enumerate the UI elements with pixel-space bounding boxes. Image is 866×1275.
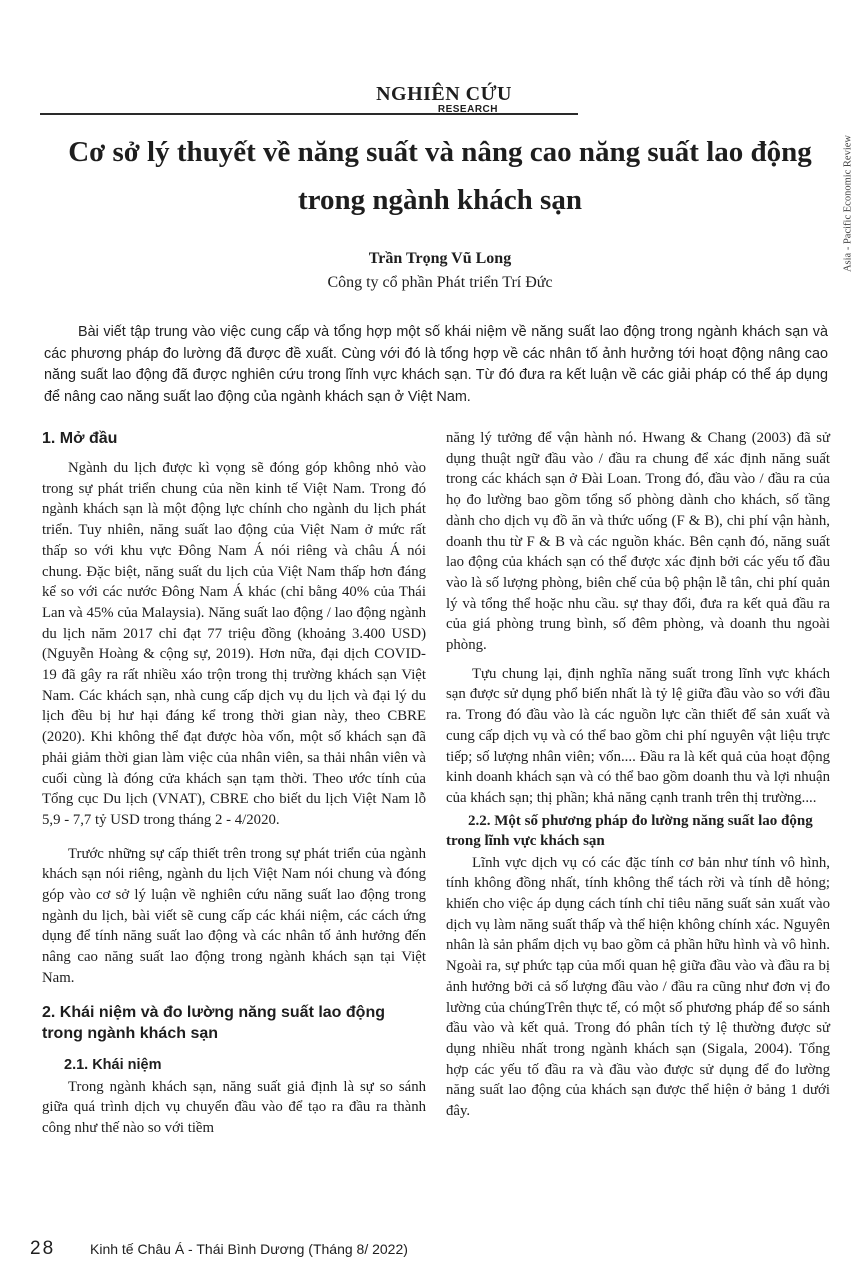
page-footer: [30, 1238, 590, 1262]
side-journal-text: Asia - Pacific Economic Review: [842, 134, 854, 273]
paragraph: năng lý tưởng để vận hành nó. Hwang & Chang (2003) đã sử dụng thuật ngữ đầu vào / đầu ra chung để xác định năng suất trong các khách sạn ở Đài Loan. Trong đó, đầu vào / đầu ra của họ đo lường bao gồm tổng số phòng dành cho khách, số tầng dành cho dịch vụ đồ ăn và thức uống (F & B), chi phí vận hành, doanh thu từ F & B và các nguồn khác. Bên cạnh đó, năng suất lao động của khách sạn có thể được xác định bởi các yếu tố đầu vào là số lượng phòng, biên chế của bộ phận lễ tân, chi phí quản lý và tổng thể hoặc nhu cầu. sự thay đổi, đưa ra kết quả đầu ra của giá phòng trung bình, số đêm phòng, và doanh thu ngoài phòng.: [446, 430, 830, 654]
journal-name: Kinh tế Châu Á - Thái Bình Dương (Tháng 8/ 2022): [90, 1241, 408, 1257]
subsection-heading-2-2: 2.2. Một số phương pháp đo lường năng suất lao động trong lĩnh vực khách sạn: [446, 812, 813, 849]
paragraph: Trong ngành khách sạn, năng suất giả định là sự so sánh giữa quá trình dịch vụ chuyển đầu vào để tạo ra đầu ra thành công như thế nào so với tiềm: [42, 1078, 426, 1136]
left-column: [42, 428, 426, 1139]
right-column: [446, 428, 830, 1122]
paragraph: Ngành du lịch được kì vọng sẽ đóng góp không nhỏ vào trong sự phát triển chung của nền kinh tế Việt Nam. Trong đó ngành khách sạn là một động lực chính cho ngành du lịch phát triển. Tuy nhiên, năng suất lao động của Việt Nam ở mức rất thấp so với khu vực Đông Nam Á nói riêng và châu Á nói chung. Đặc biệt, năng suất du lịch của Việt Nam thấp hơn đáng kể so với các nước Đông Nam Á khác (chỉ bằng 40% của Thái Lan và 45% của Malaysia). Năng suất lao động / lao động ngành du lịch năm 2017 chỉ đạt 77 triệu đồng (khoảng 3.400 USD) (Nguyễn Hoàng & cộng sự, 2019). Hơn nữa, đại dịch COVID-19 đã gây ra rất nhiều xáo trộn trong thị trường khách sạn Việt Nam. Các khách sạn, nhà cung cấp dịch vụ du lịch và đại lý du lịch đều bị hư hại đáng kể trong thời gian này, theo CBRE (2020). Khi không thể đạt được hòa vốn, một số khách sạn đã phải giảm thời gian làm việc của nhân viên, sa thải nhân viên và cuối cùng là đóng cửa khách sạn tạm thời. Theo ước tính của Tổng cục Du lịch (VNAT), CBRE cho biết du lịch Việt Nam lỗ 5,9 - 7,7 tỷ USD trong tháng 2 - 4/2020.: [42, 460, 426, 828]
abstract: Bài viết tập trung vào việc cung cấp và tổng hợp một số khái niệm về năng suất lao động trong ngành khách sạn và các phương pháp đo lường đã được đề xuất. Cùng với đó là tổng hợp về các nhân tố ảnh hưởng tới hoạt động nâng cao năng suất lao động đã được nghiên cứu trong lĩnh vực khách sạn. Từ đó đưa ra kết luận về các giải pháp có thể áp dụng để nâng cao năng suất lao động của ngành khách sạn ở Việt Nam.: [44, 324, 828, 406]
section-heading-1: 1. Mở đầu: [42, 430, 118, 447]
paragraph: Lĩnh vực dịch vụ có các đặc tính cơ bản như tính vô hình, tính không đồng nhất, tính không thể tách rời và tính dễ hỏng; khiến cho việc áp dụng cách tính chỉ tiêu năng suất sản xuất vào dịch vụ làm năng suất thấp và thể hiện không chính xác. Nguyên nhân là sản phẩm dịch vụ bao gồm cả phần hữu hình và vô hình. Ngoài ra, sự phức tạp của mối quan hệ giữa đầu vào và đầu ra bị ảnh hưởng bởi cả số lượng đầu vào / đầu ra cũng như đơn vị đo lường của chúngTrên thực tế, có một số phương pháp để so sánh đầu vào và kết quả. Trong đó phân tích tỷ lệ thường được sử dụng nhiều nhất trong ngành khách sạn (Sigala, 2004). Tổng hợp các yếu tố đầu ra và đầu vào được sử dụng để đo lường năng suất lao động của khách sạn được thể hiện ở bảng 1 dưới đây.: [446, 854, 830, 1120]
article-title: Cơ sở lý thuyết về năng suất và nâng cao năng suất lao động trong ngành khách sạn: [68, 136, 812, 216]
section-header: [40, 83, 578, 115]
paragraph: Trước những sự cấp thiết trên trong sự phát triển của ngành khách sạn nói riêng, ngành du lịch Việt Nam nói chung và đóng góp vào cơ sở lý luận về nghiên cứu năng suất lao động trong ngành du lịch, bài viết sẽ cung cấp các khái niệm, các cách ứng dụng để tính năng suất lao động và các nhân tố ảnh hưởng đến nâng cao năng suất lao động trong ngành khách sạn tại Việt Nam.: [42, 845, 426, 986]
page-number: 28: [30, 1238, 56, 1259]
section-heading-2: 2. Khái niệm và đo lường năng suất lao động trong ngành khách sạn: [42, 1003, 385, 1042]
section-label: NGHIÊN CỨU: [376, 83, 512, 105]
paragraph: Tựu chung lại, định nghĩa năng suất trong lĩnh vực khách sạn được sử dụng phổ biến nhất là tỷ lệ giữa đầu vào so với đầu ra. Trong đó đầu vào là các nguồn lực cần thiết để sản xuất và cung cấp dịch vụ và có thể bao gồm chi phí nguyên vật liệu trực tiếp; số lượng nhân viên; vốn.... Đầu ra là kết quả của hoạt động kinh doanh khách sạn và có thể bao gồm doanh thu và lợi nhuận của khách sạn; thị phần; khả năng cạnh tranh trên thị trường....: [446, 665, 830, 806]
author-affiliation: Công ty cổ phần Phát triển Trí Đức: [327, 274, 553, 291]
subsection-heading-2-1: 2.1. Khái niệm: [64, 1056, 162, 1073]
author-name: Trần Trọng Vũ Long: [368, 250, 512, 267]
section-label-en: RESEARCH: [437, 104, 498, 115]
